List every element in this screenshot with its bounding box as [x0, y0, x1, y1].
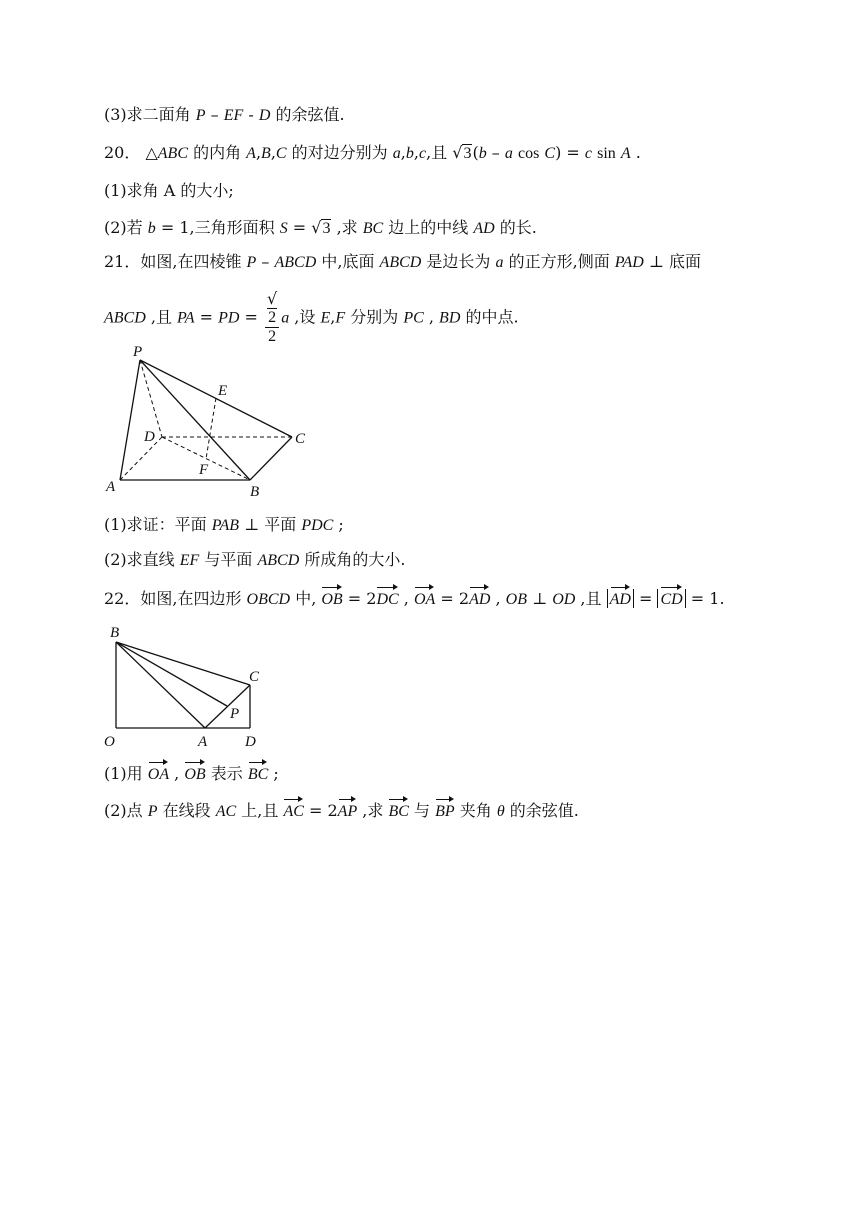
segment-ac — [205, 685, 250, 728]
label-o: O — [104, 734, 115, 750]
q21-part2: (2)求直线 EF 与平面 ABCD 所成角的大小. — [104, 550, 406, 569]
label-p: P — [230, 706, 240, 722]
label-c: C — [249, 669, 260, 685]
label-d: D — [144, 429, 155, 445]
q21-stem-a: 21．如图,在四棱锥 P – ABCD 中,底面 ABCD 是边长为 a 的正方形,侧面 PAD ⊥ 底面 — [104, 252, 702, 271]
label-b: B — [250, 484, 260, 500]
q22-part2: (2)点 P 在线段 AC 上,且 AC = 2AP ,求 BC 与 BP 夹角 θ 的余弦值. — [104, 797, 579, 823]
segment-ef — [206, 398, 216, 459]
q22-part1: (1)用 OA , OB 表示 BC ; — [104, 760, 279, 786]
label-b: B — [110, 625, 120, 641]
q20-part1: (1)求角 A 的大小; — [104, 181, 234, 200]
figure-22-quadrilateral — [100, 622, 280, 752]
label-a: A — [198, 734, 208, 750]
q19-part3: (3)求二面角 P – EF - D 的余弦值. — [104, 105, 345, 124]
figure-21-pyramid — [100, 340, 330, 500]
side-bc — [116, 642, 250, 685]
label-c: C — [295, 431, 306, 447]
q20-part2: (2)若 b = 1,三角形面积 S = √3 ,求 BC 边上的中线 AD 的长. — [104, 218, 537, 237]
label-a: A — [106, 479, 116, 495]
q21-part1: (1)求证：平面 PAB ⊥ 平面 PDC ; — [104, 515, 344, 534]
label-p: P — [133, 344, 143, 360]
q22-stem: 22．如图,在四边形 OBCD 中, OB = 2DC , OA = 2AD , OB ⊥ OD ,且 AD = CD = 1. — [104, 585, 725, 611]
q20-stem: 20． △ABC 的内角 A,B,C 的对边分别为 a,b,c,且 √3(b – a cos C) = c sin A . — [104, 143, 641, 162]
edge-bc — [250, 437, 292, 480]
label-d: D — [245, 734, 256, 750]
label-f: F — [199, 462, 209, 478]
edge-pb — [140, 360, 250, 480]
label-e: E — [218, 383, 228, 399]
q21-stem-b: ABCD ,且 PA = PD = √ 2 2 a ,设 E,F 分别为 PC , BD 的中点. — [104, 289, 519, 345]
